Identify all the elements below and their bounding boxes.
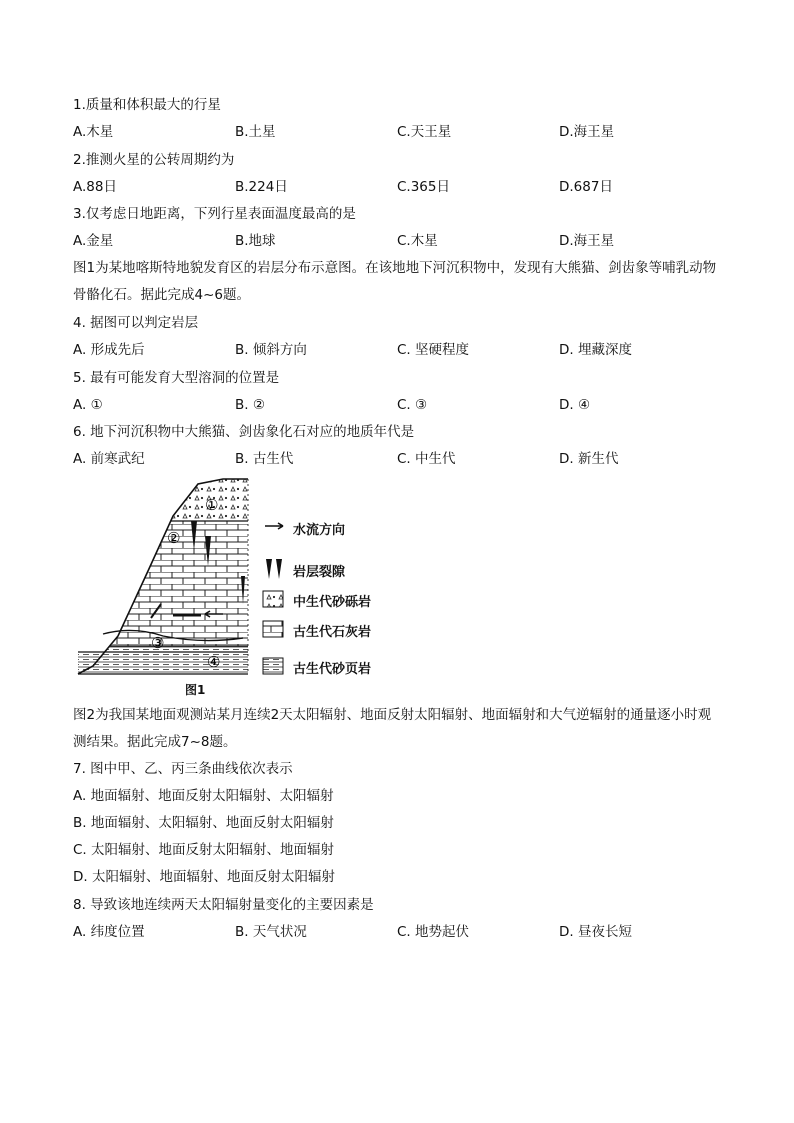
option-d: D.海王星	[559, 124, 615, 140]
option-d: D. 昼夜长短	[559, 924, 632, 940]
sandstone-conglomerate-icon	[263, 591, 283, 607]
legend-mesozoic-conglomerate: 中生代砂砾岩	[293, 595, 372, 610]
question-8-stem: 8. 导致该地连续两天太阳辐射量变化的主要因素是	[73, 897, 374, 913]
figure-1-karst-diagram	[73, 476, 403, 698]
option-c: C. ③	[397, 397, 428, 413]
legend-rock-crack: 岩层裂隙	[293, 565, 346, 580]
marker-4: ④	[207, 653, 221, 671]
marker-2: ②	[167, 529, 181, 547]
figure2-intro: 图2为我国某地面观测站某月连续2天太阳辐射、地面反射太阳辐射、地面辐射和大气逆辐射的通量逐小时观测结果。据此完成7~8题。	[73, 707, 712, 750]
question-7-option-a: A. 地面辐射、地面反射太阳辐射、太阳辐射	[73, 788, 334, 804]
option-a: A. 前寒武纪	[73, 451, 145, 467]
question-7-stem: 7. 图中甲、乙、丙三条曲线依次表示	[73, 761, 293, 777]
option-d: D. ④	[559, 397, 591, 413]
question-8-options	[73, 923, 733, 941]
option-c: C. 中生代	[397, 451, 456, 467]
question-2-options	[73, 178, 733, 196]
question-4-options	[73, 341, 733, 359]
flow-arrow-icon	[265, 523, 283, 529]
option-a: A.金星	[73, 233, 114, 249]
limestone-icon	[263, 621, 283, 637]
question-7-option-c: C. 太阳辐射、地面反射太阳辐射、地面辐射	[73, 842, 335, 858]
option-b: B. 倾斜方向	[235, 342, 307, 358]
question-1-stem: 1.质量和体积最大的行星	[73, 97, 221, 113]
question-7-option-b: B. 地面辐射、太阳辐射、地面反射太阳辐射	[73, 815, 334, 831]
option-b: B.土星	[235, 124, 276, 140]
figure-caption: 图1	[185, 683, 206, 697]
figure1-intro: 图1为某地喀斯特地貌发育区的岩层分布示意图。在该地地下河沉积物中，发现有大熊猫、剑齿象等哺乳动物骨骼化石。据此完成4~6题。	[73, 260, 717, 303]
marker-1: ①	[205, 496, 219, 514]
sandy-shale-icon	[263, 658, 283, 674]
option-d: D. 新生代	[559, 451, 619, 467]
option-d: D.687日	[559, 179, 613, 195]
question-6-stem: 6. 地下河沉积物中大熊猫、剑齿象化石对应的地质年代是	[73, 424, 415, 440]
option-d: D. 埋藏深度	[559, 342, 632, 358]
option-d: D.海王星	[559, 233, 615, 249]
option-a: A. ①	[73, 397, 103, 413]
option-a: A.88日	[73, 179, 117, 195]
legend-flow-direction: 水流方向	[293, 523, 346, 538]
option-c: C. 地势起伏	[397, 924, 470, 940]
question-4-stem: 4. 据图可以判定岩层	[73, 315, 199, 331]
question-3-stem: 3.仅考虑日地距离，下列行星表面温度最高的是	[73, 206, 356, 222]
crack-icon	[266, 559, 282, 579]
option-a: A. 纬度位置	[73, 924, 145, 940]
marker-3: ③	[151, 634, 165, 652]
question-1-options	[73, 123, 733, 141]
option-c: C.365日	[397, 179, 450, 195]
option-b: B.224日	[235, 179, 288, 195]
question-2-stem: 2.推测火星的公转周期约为	[73, 152, 235, 168]
question-7-option-d: D. 太阳辐射、地面辐射、地面反射太阳辐射	[73, 869, 335, 885]
question-5-options	[73, 396, 733, 414]
question-3-options	[73, 232, 733, 250]
option-b: B.地球	[235, 233, 276, 249]
option-c: C. 坚硬程度	[397, 342, 470, 358]
legend-paleozoic-sandy-shale: 古生代砂页岩	[293, 662, 372, 677]
legend-paleozoic-limestone: 古生代石灰岩	[293, 625, 372, 640]
option-a: A. 形成先后	[73, 342, 145, 358]
question-6-options	[73, 450, 733, 468]
option-c: C.木星	[397, 233, 438, 249]
option-b: B. ②	[235, 397, 265, 413]
option-a: A.木星	[73, 124, 114, 140]
option-b: B. 古生代	[235, 451, 294, 467]
option-b: B. 天气状况	[235, 924, 307, 940]
option-c: C.天王星	[397, 124, 452, 140]
question-5-stem: 5. 最有可能发育大型溶洞的位置是	[73, 370, 280, 386]
